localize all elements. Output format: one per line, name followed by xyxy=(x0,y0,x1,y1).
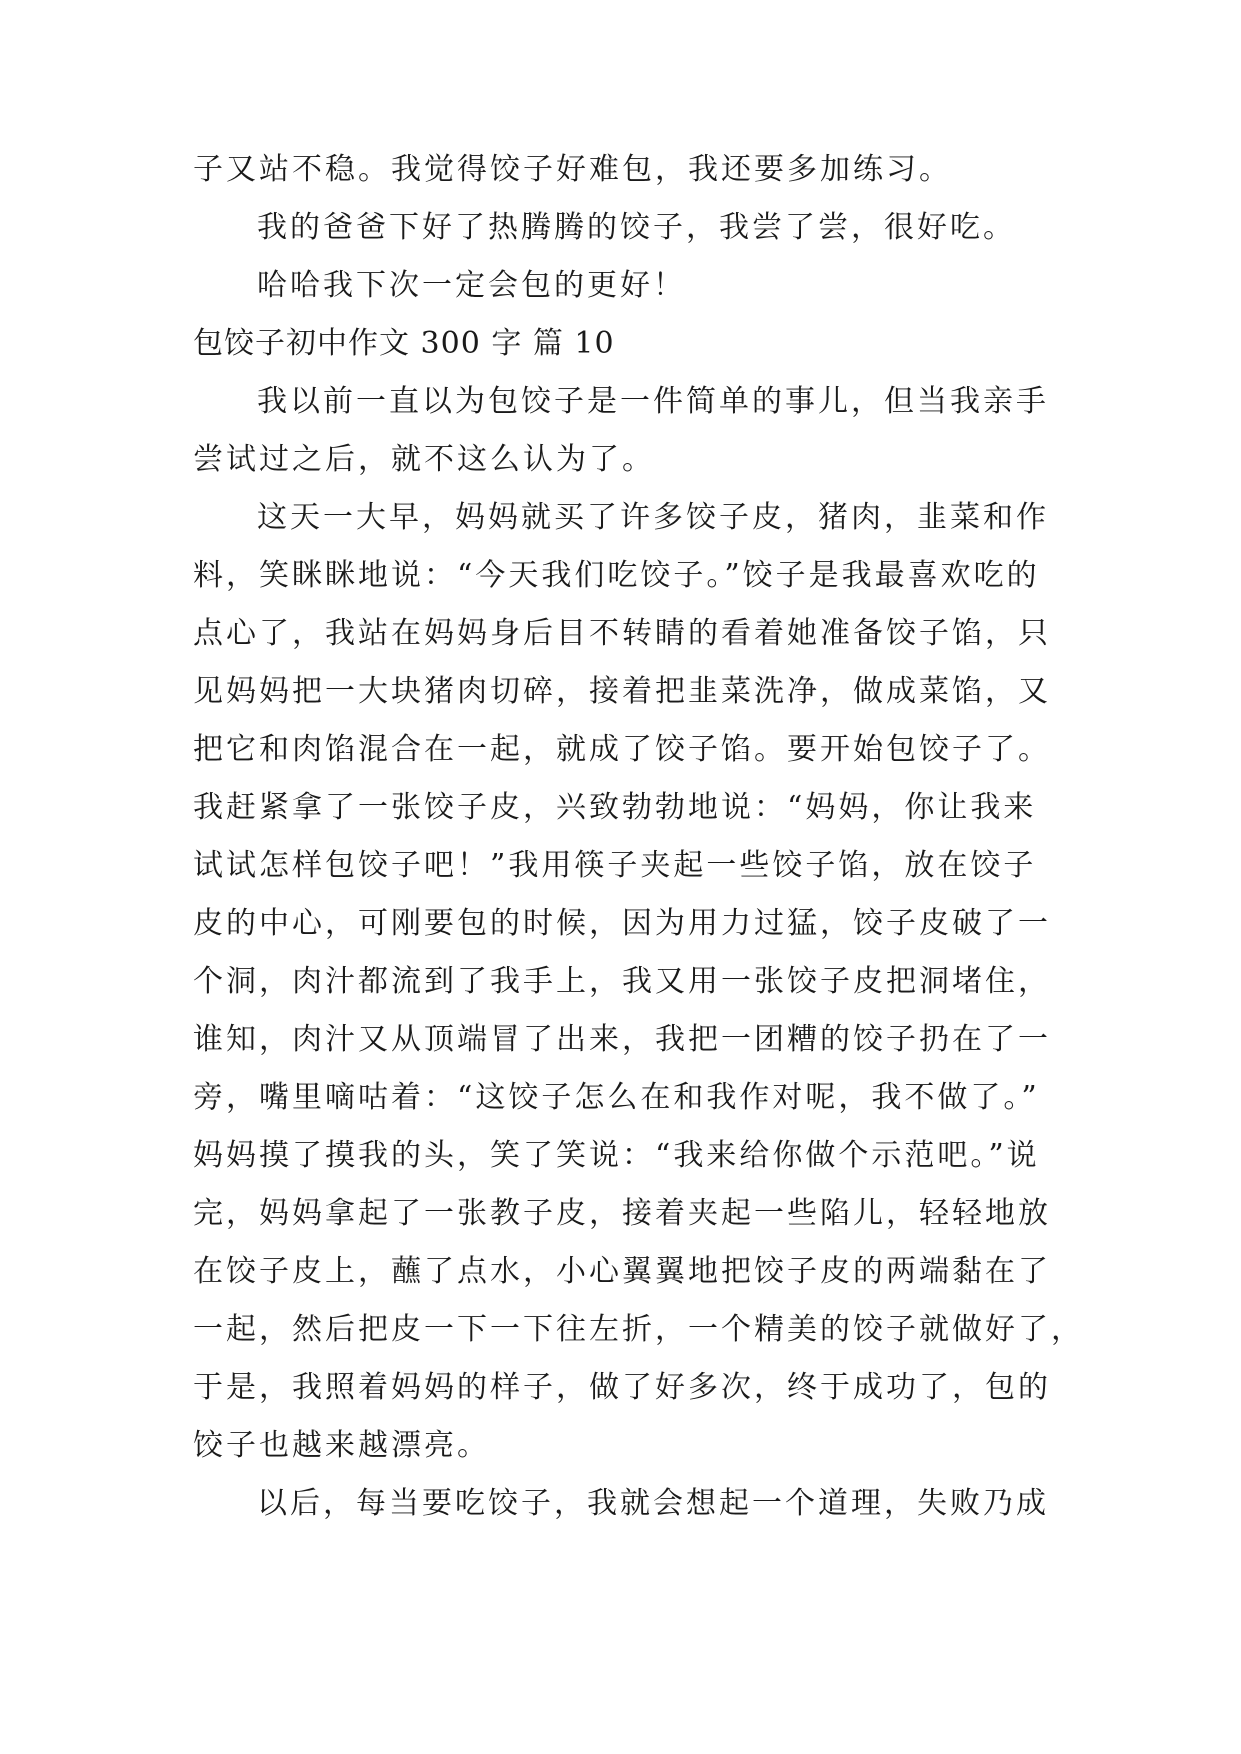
paragraph-line: 把它和肉馅混合在一起，就成了饺子馅。要开始包饺子了。 xyxy=(193,732,1051,767)
paragraph-line: 点心了，我站在妈妈身后目不转睛的看着她准备饺子馅，只 xyxy=(193,616,1051,651)
paragraph-line: 子又站不稳。我觉得饺子好难包，我还要多加练习。 xyxy=(193,152,952,187)
paragraph-line: 我的爸爸下好了热腾腾的饺子，我尝了尝，很好吃。 xyxy=(257,210,1016,245)
paragraph-line: 在饺子皮上，蘸了点水，小心翼翼地把饺子皮的两端黏在了 xyxy=(193,1254,1051,1289)
paragraph-line: 谁知，肉汁又从顶端冒了出来，我把一团糟的饺子扔在了一 xyxy=(193,1022,1051,1057)
paragraph-line: 一起，然后把皮一下一下往左折，一个精美的饺子就做好了， xyxy=(193,1312,1084,1347)
paragraph-line: 个洞，肉汁都流到了我手上，我又用一张饺子皮把洞堵住， xyxy=(193,964,1051,999)
paragraph-line: 试试怎样包饺子吧！”我用筷子夹起一些饺子馅，放在饺子 xyxy=(193,848,1037,883)
paragraph-line: 妈妈摸了摸我的头，笑了笑说：“我来给你做个示范吧。”说 xyxy=(193,1138,1040,1173)
paragraph-line: 尝试过之后，就不这么认为了。 xyxy=(193,442,655,477)
paragraph-line: 料，笑眯眯地说：“今天我们吃饺子。”饺子是我最喜欢吃的 xyxy=(193,558,1040,593)
paragraph-line: 哈哈我下次一定会包的更好！ xyxy=(257,268,686,303)
paragraph-line: 以后，每当要吃饺子，我就会想起一个道理，失败乃成 xyxy=(257,1486,1049,1521)
paragraph-line: 我以前一直以为包饺子是一件简单的事儿，但当我亲手 xyxy=(257,384,1049,419)
paragraph-line: 我赶紧拿了一张饺子皮，兴致勃勃地说：“妈妈，你让我来 xyxy=(193,790,1037,825)
paragraph-line: 旁，嘴里嘀咕着：“这饺子怎么在和我作对呢，我不做了。” xyxy=(193,1080,1040,1115)
section-heading: 包饺子初中作文 300 字 篇 10 xyxy=(193,326,615,361)
paragraph-line: 这天一大早，妈妈就买了许多饺子皮，猪肉，韭菜和作 xyxy=(257,500,1049,535)
paragraph-line: 饺子也越来越漂亮。 xyxy=(193,1428,490,1463)
paragraph-line: 完，妈妈拿起了一张教子皮，接着夹起一些陷儿，轻轻地放 xyxy=(193,1196,1051,1231)
paragraph-line: 见妈妈把一大块猪肉切碎，接着把韭菜洗净，做成菜馅，又 xyxy=(193,674,1051,709)
paragraph-line: 皮的中心，可刚要包的时候，因为用力过猛，饺子皮破了一 xyxy=(193,906,1051,941)
essay-body xyxy=(193,152,1084,1547)
paragraph-line: 于是，我照着妈妈的样子，做了好多次，终于成功了，包的 xyxy=(193,1370,1051,1405)
